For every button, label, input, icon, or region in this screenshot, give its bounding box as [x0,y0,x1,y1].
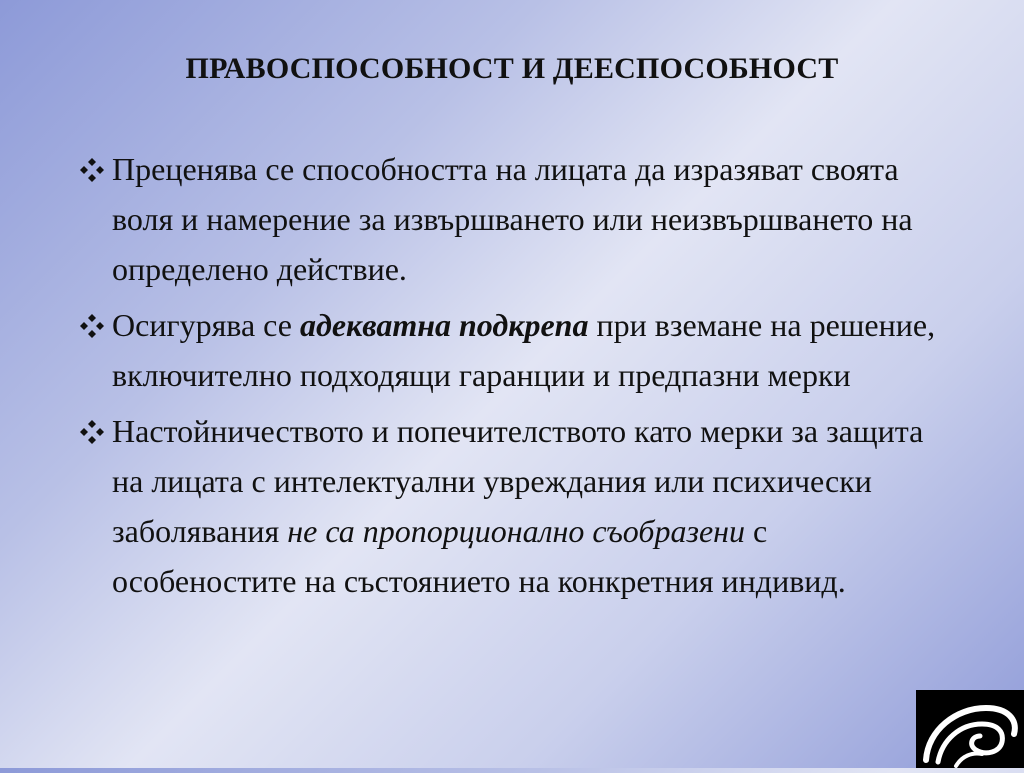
diamond-bullet-icon [78,418,106,446]
diamond-bullet-icon [78,312,106,340]
diamond-bullet-icon [78,156,106,184]
bullet-text-before: Настойничеството и попечителството като мерки за защита на лицата с интелектуални увреждания или психически заболявания [112,413,924,549]
swirl-logo-icon [916,690,1024,768]
bullet-item-1 [78,144,958,294]
swirl-logo [916,690,1024,768]
slide-title: ПРАВОСПОСОБНОСТ И ДЕЕСПОСОБНОСТ [185,52,839,85]
bullet-text-before: Осигурява се [112,307,300,343]
bullet-text-after: с особеностите на състоянието на конкретния индивид. [112,513,846,599]
bullet-list [78,144,958,612]
bullet-text-after: при вземане на решение, включително подходящи гаранции и предпазни мерки [112,307,936,393]
bullet-item-2 [78,300,958,400]
bullet-emphasis: не са пропорционално съобразени [287,513,746,549]
bullet-item-3 [78,406,958,606]
bullet-text: Преценява се способността на лицата да изразяват своята воля и намерение за извършването или неизвършването на определено действие. [112,151,913,287]
bullet-emphasis: адекватна подкрепа [299,307,589,343]
